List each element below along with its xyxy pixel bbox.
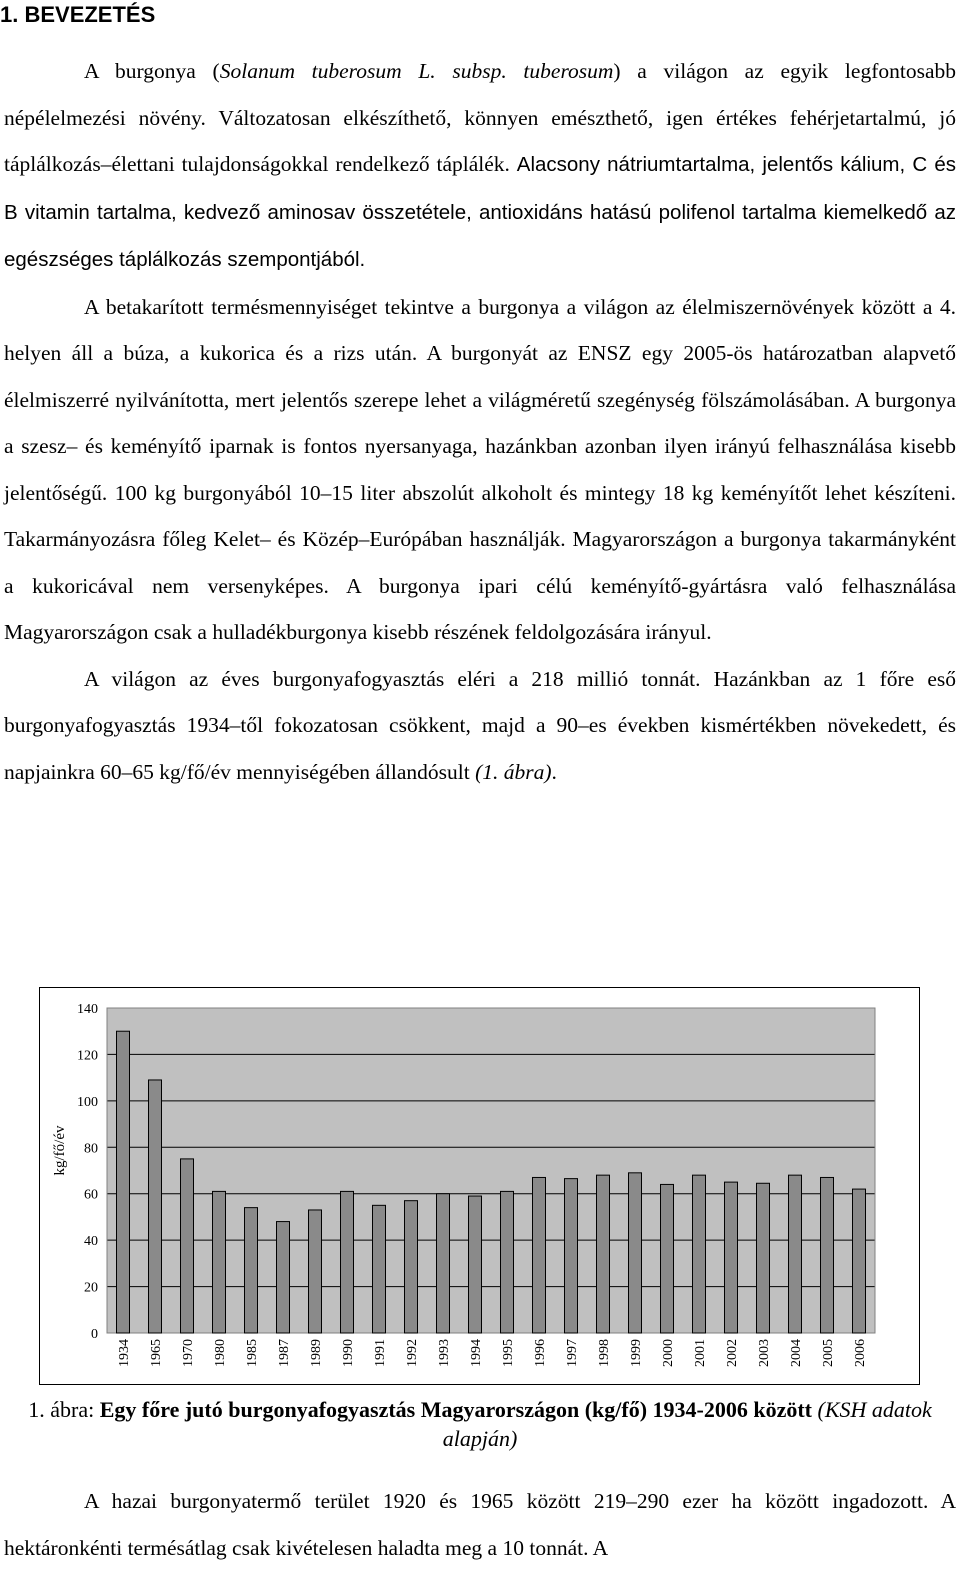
tail-text bbox=[4, 1478, 956, 1571]
y-tick-label: 140 bbox=[77, 1002, 98, 1017]
x-tick-label: 1985 bbox=[245, 1339, 260, 1367]
bar bbox=[501, 1191, 514, 1333]
x-tick-label: 2003 bbox=[757, 1339, 772, 1367]
x-tick-label: 2001 bbox=[693, 1339, 708, 1367]
bar bbox=[629, 1173, 642, 1333]
x-tick-label: 1994 bbox=[469, 1339, 484, 1367]
bar bbox=[533, 1177, 546, 1333]
bar bbox=[181, 1159, 194, 1333]
bar bbox=[789, 1175, 802, 1333]
x-tick-label: 1995 bbox=[501, 1339, 516, 1367]
paragraph-3 bbox=[4, 656, 956, 796]
para1-text-b: ) a világon az egyik legfontosabb népélelmezési növény. Változatosan elkészíthető, könnyen emészthető, igen értékes fehérjetartalmú, jó táplálkozás–élettani tulajdonságokkal rendelkező táplálék. bbox=[4, 59, 956, 176]
bar bbox=[597, 1175, 610, 1333]
y-tick-label: 120 bbox=[77, 1048, 98, 1064]
bar bbox=[693, 1175, 706, 1333]
x-tick-label: 1998 bbox=[597, 1339, 612, 1367]
chart-frame bbox=[39, 987, 920, 1385]
y-tick-label: 0 bbox=[91, 1327, 98, 1342]
bar bbox=[469, 1196, 482, 1333]
bar bbox=[821, 1177, 834, 1333]
x-tick-label: 1997 bbox=[565, 1339, 580, 1367]
para3-text: A világon az éves burgonyafogyasztás eléri a 218 millió tonnát. Hazánkban az 1 főre eső burgonyafogyasztás 1934–től fokozatosan csökkent, majd a 90–es években kismértékben növekedett, és napjainkra 60–65 kg/fő/év mennyiségében állandósult bbox=[4, 666, 956, 784]
bar bbox=[149, 1080, 162, 1333]
section-heading: 1. BEVEZETÉS bbox=[0, 2, 156, 27]
figure-caption bbox=[0, 1395, 960, 1453]
x-tick-label: 2002 bbox=[725, 1339, 740, 1367]
x-tick-label: 2006 bbox=[853, 1339, 868, 1367]
bar bbox=[725, 1182, 738, 1333]
bar bbox=[405, 1201, 418, 1333]
bar-chart bbox=[40, 988, 921, 1386]
bar bbox=[757, 1183, 770, 1333]
bar bbox=[277, 1222, 290, 1333]
x-tick-label: 1990 bbox=[341, 1339, 356, 1367]
para1-text-c: Alacsony nátriumtartalma, jelentős kálium, C és B vitamin tartalma, kedvező aminosav összetétele, antioxidáns hatású polifenol tartalma kiemelkedő az egészséges táplálkozás szempontjából. bbox=[4, 153, 956, 271]
x-tick-label: 1965 bbox=[149, 1339, 164, 1367]
x-tick-label: 2000 bbox=[661, 1339, 676, 1367]
x-tick-label: 1996 bbox=[533, 1339, 548, 1367]
figure-reference[interactable]: (1. ábra) bbox=[475, 759, 552, 784]
latin-name: Solanum tuberosum L. subsp. tuberosum bbox=[219, 59, 614, 83]
y-tick-label: 60 bbox=[84, 1187, 98, 1203]
y-tick-label: 20 bbox=[84, 1280, 98, 1296]
caption-prefix: 1. ábra: bbox=[28, 1397, 100, 1422]
y-axis-label: kg/fő/év bbox=[52, 1125, 68, 1176]
x-tick-label: 1999 bbox=[629, 1339, 644, 1367]
body-text bbox=[4, 48, 956, 795]
x-tick-label: 1980 bbox=[213, 1339, 228, 1367]
caption-source: (KSH adatok alapján) bbox=[442, 1397, 932, 1451]
x-tick-label: 2005 bbox=[821, 1339, 836, 1367]
bar bbox=[565, 1179, 578, 1333]
x-tick-label: 1970 bbox=[181, 1339, 196, 1367]
x-tick-label: 2004 bbox=[789, 1339, 804, 1367]
y-tick-label: 40 bbox=[84, 1234, 98, 1250]
bar bbox=[373, 1205, 386, 1333]
bar bbox=[661, 1184, 674, 1333]
y-tick-label: 100 bbox=[77, 1094, 98, 1110]
x-tick-label: 1993 bbox=[437, 1339, 452, 1367]
x-tick-label: 1934 bbox=[117, 1339, 132, 1367]
paragraph-1 bbox=[4, 48, 956, 284]
paragraph-2: A betakarított termésmennyiséget tekintve a burgonya a világon az élelmiszernövények között a 4. helyen áll a búza, a kukorica és a rizs után. A burgonyát az ENSZ egy 2005-ös határozatban alapvető élelmiszerré nyilvánította, mert jelentős szerepe lehet a világméretű szegénység fölszámolásában. A burgonya a szesz– és keményítő iparnak is fontos nyersanyaga, hazánkban azonban ilyen irányú felhasználása kisebb jelentőségű. 100 kg burgonyából 10–15 liter abszolút alkoholt és mintegy 18 kg keményítőt lehet készíteni. Takarmányozásra főleg Kelet– és Közép–Európában használják. Magyarországon a burgonya takarmányként a kukoricával nem versenyképes. A burgonya ipari célú keményítő-gyártásra való felhasználása Magyarországon csak a hulladékburgonya kisebb részének feldolgozására irányul. bbox=[4, 294, 956, 644]
bar bbox=[341, 1191, 354, 1333]
bar bbox=[437, 1194, 450, 1333]
para3-end: . bbox=[551, 759, 557, 784]
x-tick-label: 1991 bbox=[373, 1339, 388, 1367]
x-tick-label: 1987 bbox=[277, 1339, 292, 1367]
caption-title: Egy főre jutó burgonyafogyasztás Magyarországon (kg/fő) 1934-2006 között bbox=[99, 1397, 812, 1422]
bar bbox=[309, 1210, 322, 1333]
bar bbox=[853, 1189, 866, 1333]
y-tick-label: 80 bbox=[84, 1141, 98, 1157]
x-tick-label: 1992 bbox=[405, 1339, 420, 1367]
bar bbox=[117, 1031, 130, 1333]
x-tick-label: 1989 bbox=[309, 1339, 324, 1367]
para1-text-a: A burgonya ( bbox=[84, 59, 220, 83]
paragraph-4: A hazai burgonyatermő terület 1920 és 1965 között 219–290 ezer ha között ingadozott. A hektáronkénti termésátlag csak kivételesen haladta meg a 10 tonnát. A bbox=[4, 1489, 956, 1560]
bar bbox=[213, 1191, 226, 1333]
bar bbox=[245, 1208, 258, 1333]
